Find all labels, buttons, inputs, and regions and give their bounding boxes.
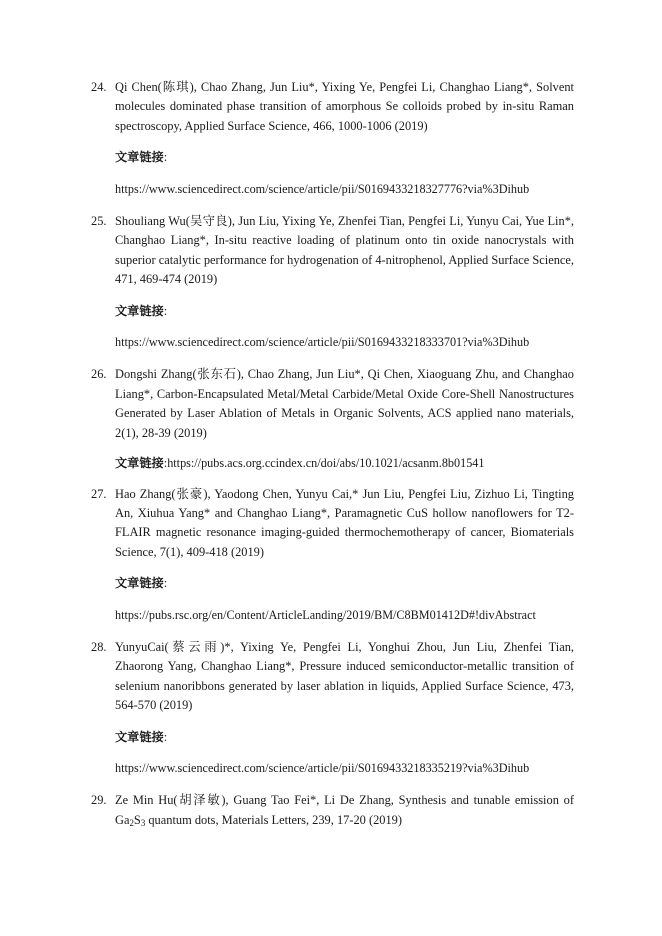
publication-list bbox=[88, 72, 574, 833]
entry-number: 27. bbox=[91, 486, 107, 501]
article-link-label-cn: 文章链接 bbox=[115, 576, 164, 591]
list-item bbox=[88, 78, 574, 199]
article-link-label bbox=[115, 728, 574, 747]
list-item bbox=[88, 212, 574, 352]
article-link-label-cn: 文章链接 bbox=[115, 456, 164, 471]
spacer bbox=[88, 199, 574, 212]
article-url[interactable]: https://pubs.rsc.org/en/Content/ArticleLanding/2019/BM/C8BM01412D#!divAbstract bbox=[115, 607, 536, 622]
article-link-label bbox=[115, 574, 574, 593]
article-link-colon: : bbox=[163, 576, 168, 591]
list-item bbox=[88, 485, 574, 625]
entry-number: 26. bbox=[91, 367, 107, 382]
citation-text: Dongshi Zhang(张东石), Chao Zhang, Jun Liu*, Qi Chen, Xiaoguang Zhu, and Changhao Liang*, Carbon-Encapsulated Metal/Metal Carbide/Metal Oxide Core-Shell Nanostructures Generated by Laser Ablation of Metals in Organic Solvents, ACS applied nano materials, 2(1), 28-39 (2019) bbox=[115, 367, 574, 440]
entry-content bbox=[115, 78, 574, 199]
article-link-inline bbox=[115, 454, 574, 473]
article-link-colon: : bbox=[163, 303, 168, 318]
article-url[interactable]: https://www.sciencedirect.com/science/article/pii/S0169433218335219?via%3Dihub bbox=[115, 760, 530, 775]
article-link-colon: : bbox=[163, 456, 168, 471]
spacer bbox=[88, 625, 574, 638]
spacer bbox=[88, 778, 574, 791]
citation-text: Hao Zhang(张豪), Yaodong Chen, Yunyu Cai,* Jun Liu, Pengfei Liu, Zizhuo Li, Tingting An, Xiuhua Yang* and Changhao Liang*, Paramagnetic CuS hollow nanoflowers for T2-FLAIR magnetic resonance imaging-guided thermochemotherapy of cancer, Biomaterials Science, 7(1), 409-418 (2019) bbox=[115, 486, 574, 559]
entry-number: 24. bbox=[91, 80, 107, 94]
article-link-label bbox=[115, 302, 574, 321]
article-url[interactable]: https://www.sciencedirect.com/science/article/pii/S0169433218327776?via%3Dihub bbox=[115, 181, 530, 196]
citation-text: YunyuCai(蔡云雨)*, Yixing Ye, Pengfei Li, Yonghui Zhou, Jun Liu, Zhenfei Tian, Zhaorong Yang, Changhao Liang*, Pressure induced semiconductor-metallic transition of selenium nanoribbons generated by laser ablation in liquids, Applied Surface Science, 473, 564-570 (2019) bbox=[115, 639, 574, 713]
citation-text bbox=[115, 791, 574, 833]
entry-number: 29. bbox=[91, 793, 107, 808]
article-url[interactable]: https://pubs.acs.org.ccindex.cn/doi/abs/10.1021/acsanm.8b01541 bbox=[167, 456, 485, 471]
entry-number: 28. bbox=[91, 639, 107, 654]
entry-content bbox=[115, 638, 574, 778]
entry-content bbox=[115, 485, 574, 625]
article-link-label bbox=[115, 148, 574, 167]
citation-prefix: Ze Min Hu(胡泽敏), Guang Tao Fei*, Li De Zhang, Synthesis and tunable emission of Ga bbox=[115, 793, 574, 827]
citation-suffix: quantum dots, Materials Letters, 239, 17-20 (2019) bbox=[145, 812, 402, 827]
citation-text: Shouliang Wu(吴守良), Jun Liu, Yixing Ye, Zhenfei Tian, Pengfei Li, Yunyu Cai, Yue Lin*, Changhao Liang*, In-situ reactive loading of platinum onto tin oxide nanocrystals with superior catalytic performance for hydrogenation of 4-nitrophenol, Applied Surface Science, 471, 469-474 (2019) bbox=[115, 214, 574, 287]
list-item bbox=[88, 365, 574, 473]
formula-subscript-1: 2 bbox=[129, 818, 134, 828]
article-link-label-cn: 文章链接 bbox=[115, 150, 164, 165]
citation-text: Qi Chen(陈琪), Chao Zhang, Jun Liu*, Yixing Ye, Pengfei Li, Changhao Liang*, Solvent molecules dominated phase transition of amorphous Se colloids probed by in-situ Raman spectroscopy, Applied Surface Science, 466, 1000-1006 (2019) bbox=[115, 80, 574, 133]
entry-content bbox=[115, 365, 574, 473]
article-link-label-cn: 文章链接 bbox=[115, 303, 164, 318]
article-link-colon: : bbox=[163, 729, 168, 744]
entry-content bbox=[115, 791, 574, 833]
spacer bbox=[88, 352, 574, 365]
article-link-colon: : bbox=[163, 150, 168, 165]
entry-content bbox=[115, 212, 574, 352]
list-item bbox=[88, 791, 574, 833]
article-link-label-cn: 文章链接 bbox=[115, 729, 164, 744]
formula-subscript-2: 3 bbox=[140, 818, 146, 828]
formula-element: S bbox=[133, 812, 141, 827]
list-item bbox=[88, 638, 574, 778]
article-url[interactable]: https://www.sciencedirect.com/science/article/pii/S0169433218333701?via%3Dihub bbox=[115, 335, 530, 350]
entry-number: 25. bbox=[91, 214, 107, 229]
spacer bbox=[88, 474, 574, 485]
